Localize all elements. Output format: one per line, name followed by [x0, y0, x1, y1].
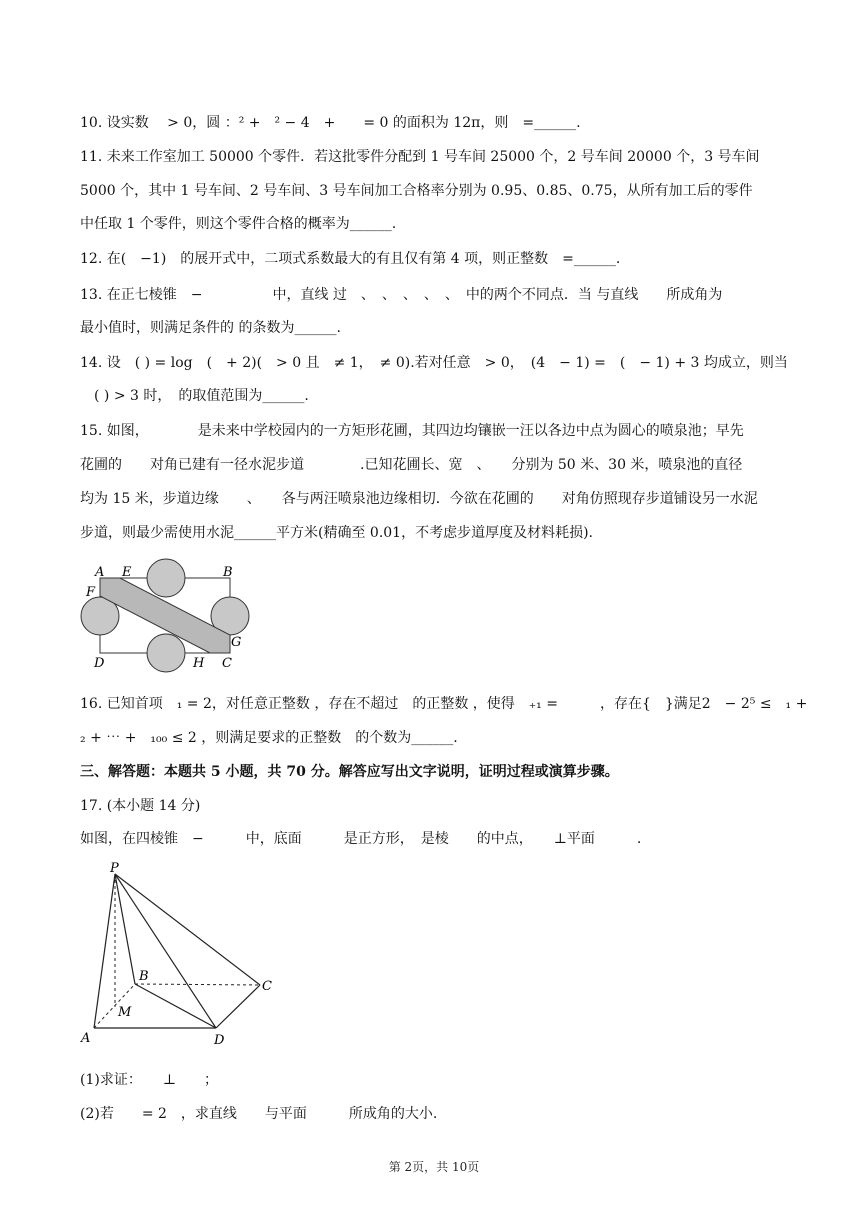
fountain-bottom: [147, 634, 185, 672]
question-13-line-2: 最小值时，则满足条件的 的条数为______.: [80, 320, 341, 336]
label-E: E: [122, 565, 132, 580]
label-P: P: [110, 862, 119, 876]
question-15-line-3: 均为 15 米，步道边缘 、 各与两汪喷泉池边缘相切．今欲在花圃的 对角仿照现存步道铺设另一水泥: [80, 491, 758, 507]
label-M: M: [118, 1005, 132, 1020]
question-12: 12. 在( −1) 的展开式中，二项式系数最大的有且仅有第 4 项，则正整数 =______.: [80, 251, 621, 267]
question-17-part-2: (2)若 = 2 ，求直线 与平面 所成角的大小.: [80, 1106, 438, 1122]
page-footer: 第 2页，共 10页: [388, 1160, 480, 1174]
question-15-line-4: 步道，则最少需使用水泥______平方米(精确至 0.01，不考虑步道厚度及材料耗损).: [80, 525, 593, 541]
question-15-line-2: 花圃的 对角已建有一径水泥步道 .已知花圃长、宽 、 分别为 50 米、30 米，喷泉池的直径: [80, 457, 743, 473]
question-11-line-1: 11. 未来工作室加工 50000 个零件．若这批零件分配到 1 号车间 25000 个，2 号车间 20000 个，3 号车间: [80, 149, 760, 165]
label-A: A: [95, 565, 105, 580]
section-3-title: 三、解答题：本题共 5 小题，共 70 分。解答应写出文字说明，证明过程或演算步骤。: [80, 764, 619, 780]
label-A: A: [81, 1031, 91, 1046]
question-16-line-2: ₂ + ⋯ + ₁₀₀ ≤ 2 ，则满足要求的正整数 的个数为______.: [80, 730, 458, 746]
question-17-part-1: (1)求证： ⊥ ；: [80, 1072, 218, 1088]
question-17-header: 17. (本小题 14 分): [80, 798, 201, 814]
pyramid-figure: [75, 862, 285, 1050]
label-G: G: [231, 635, 242, 650]
fountain-top: [147, 559, 185, 597]
label-H: H: [193, 656, 205, 671]
label-D: D: [94, 656, 105, 671]
question-15-line-1: 15. 如图， 是未来中学校园内的一方矩形花圃，其四边均镶嵌一汪以各边中点为圆心的喷泉池；早先: [80, 423, 744, 439]
question-10: 10. 设实数 > 0，圆 ：² + ² − 4 + = 0 的面积为 12π，则 =______.: [80, 115, 581, 131]
question-13-line-1: 13. 在正七棱锥 − 中，直线 过 、 、 、 、 、 中的两个不同点．当 与直线 所成角为: [80, 287, 723, 303]
question-16-line-1: 16. 已知首项 ₁ = 2，对任意正整数 ，存在不超过 的正整数 ，使得 ₊₁ = ，存在{ }满足2 − 2⁵ ≤ ₁ +: [80, 696, 808, 712]
label-F: F: [86, 585, 96, 600]
label-C: C: [222, 656, 232, 671]
question-14-line-1: 14. 设 ( ) = log ( + 2)( > 0 且 ≠ 1， ≠ 0).若对任意 > 0， (4 − 1) = ( − 1) + 3 均成立，则当: [80, 355, 788, 371]
label-B: B: [223, 565, 233, 580]
question-14-line-2: ( ) > 3 时， 的取值范围为______.: [80, 388, 309, 404]
garden-figure: [80, 558, 260, 673]
question-17-stem: 如图，在四棱锥 − 中，底面 是正方形， 是棱 的中点， ⊥平面 .: [80, 831, 642, 847]
label-B: B: [139, 969, 149, 984]
label-D: D: [214, 1033, 225, 1048]
question-11-line-3: 中任取 1 个零件，则这个零件合格的概率为______.: [80, 216, 397, 232]
question-11-line-2: 5000 个，其中 1 号车间、2 号车间、3 号车间加工合格率分别为 0.95、0.85、0.75，从所有加工后的零件: [80, 183, 753, 199]
label-C: C: [262, 979, 272, 994]
